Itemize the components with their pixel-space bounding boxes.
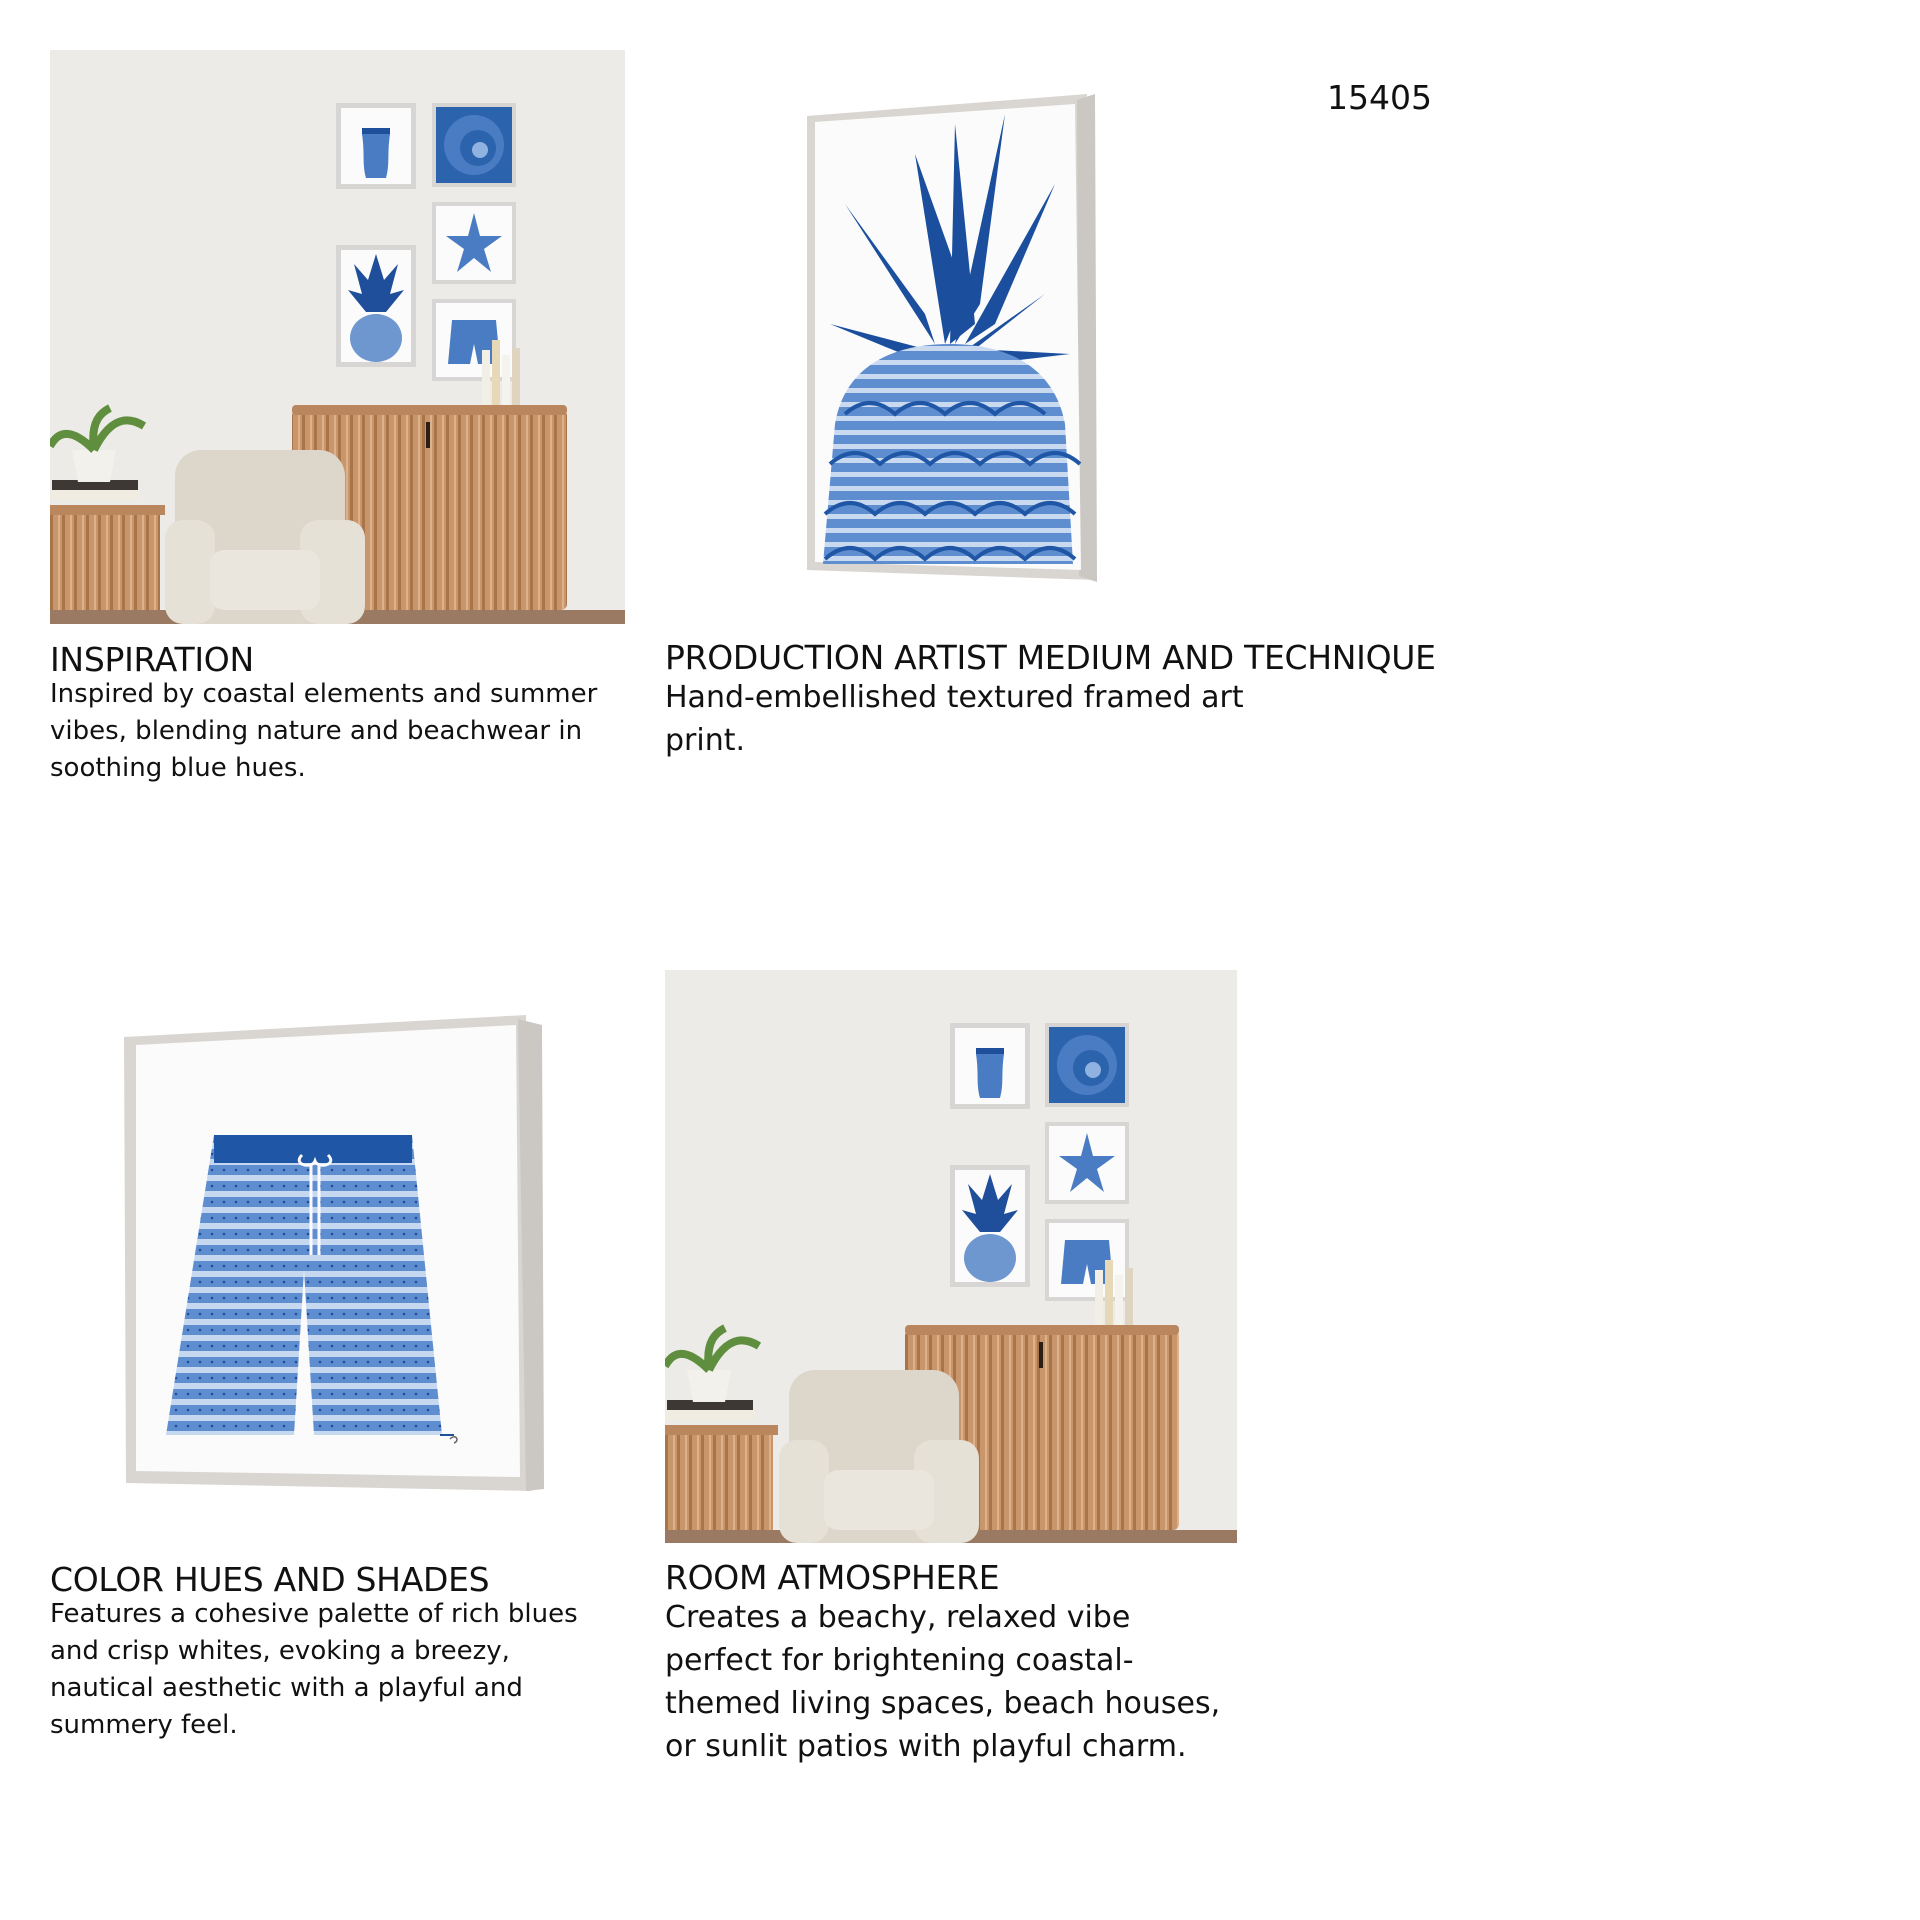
section-heading-inspiration: INSPIRATION bbox=[50, 640, 254, 679]
framed-starfish-print bbox=[432, 202, 516, 284]
framed-swimsuit-print bbox=[336, 103, 416, 189]
framed-starfish-print bbox=[1045, 1122, 1129, 1204]
pineapple-print-image bbox=[805, 94, 1097, 582]
section-heading-room-atmosphere: ROOM ATMOSPHERE bbox=[665, 1558, 1000, 1597]
framed-pineapple-print bbox=[950, 1165, 1030, 1287]
room-scene-image-2 bbox=[665, 970, 1237, 1543]
framed-pineapple-print bbox=[336, 245, 416, 367]
section-text-production: Hand-embellished textured framed art print. bbox=[665, 680, 1244, 758]
framed-shell-print bbox=[1045, 1023, 1129, 1107]
shorts-print-image bbox=[122, 1015, 552, 1491]
framed-shell-print bbox=[432, 103, 516, 187]
sku-number: 15405 bbox=[1327, 78, 1432, 117]
section-heading-color: COLOR HUES AND SHADES bbox=[50, 1560, 490, 1599]
section-heading-production: PRODUCTION ARTIST MEDIUM AND TECHNIQUE bbox=[665, 638, 1436, 677]
framed-swimsuit-print bbox=[950, 1023, 1030, 1109]
section-text-room-atmosphere: Creates a beachy, relaxed vibe perfect for brightening coastal-themed living spaces, beach houses, or sunlit patios with playful charm. bbox=[665, 1600, 1221, 1764]
section-text-inspiration: Inspired by coastal elements and summer vibes, blending nature and beachwear in soothing blue hues. bbox=[50, 679, 598, 783]
room-scene-image-1 bbox=[50, 50, 625, 624]
section-text-color: Features a cohesive palette of rich blues and crisp whites, evoking a breezy, nautical aesthetic with a playful and summery feel. bbox=[50, 1599, 578, 1740]
